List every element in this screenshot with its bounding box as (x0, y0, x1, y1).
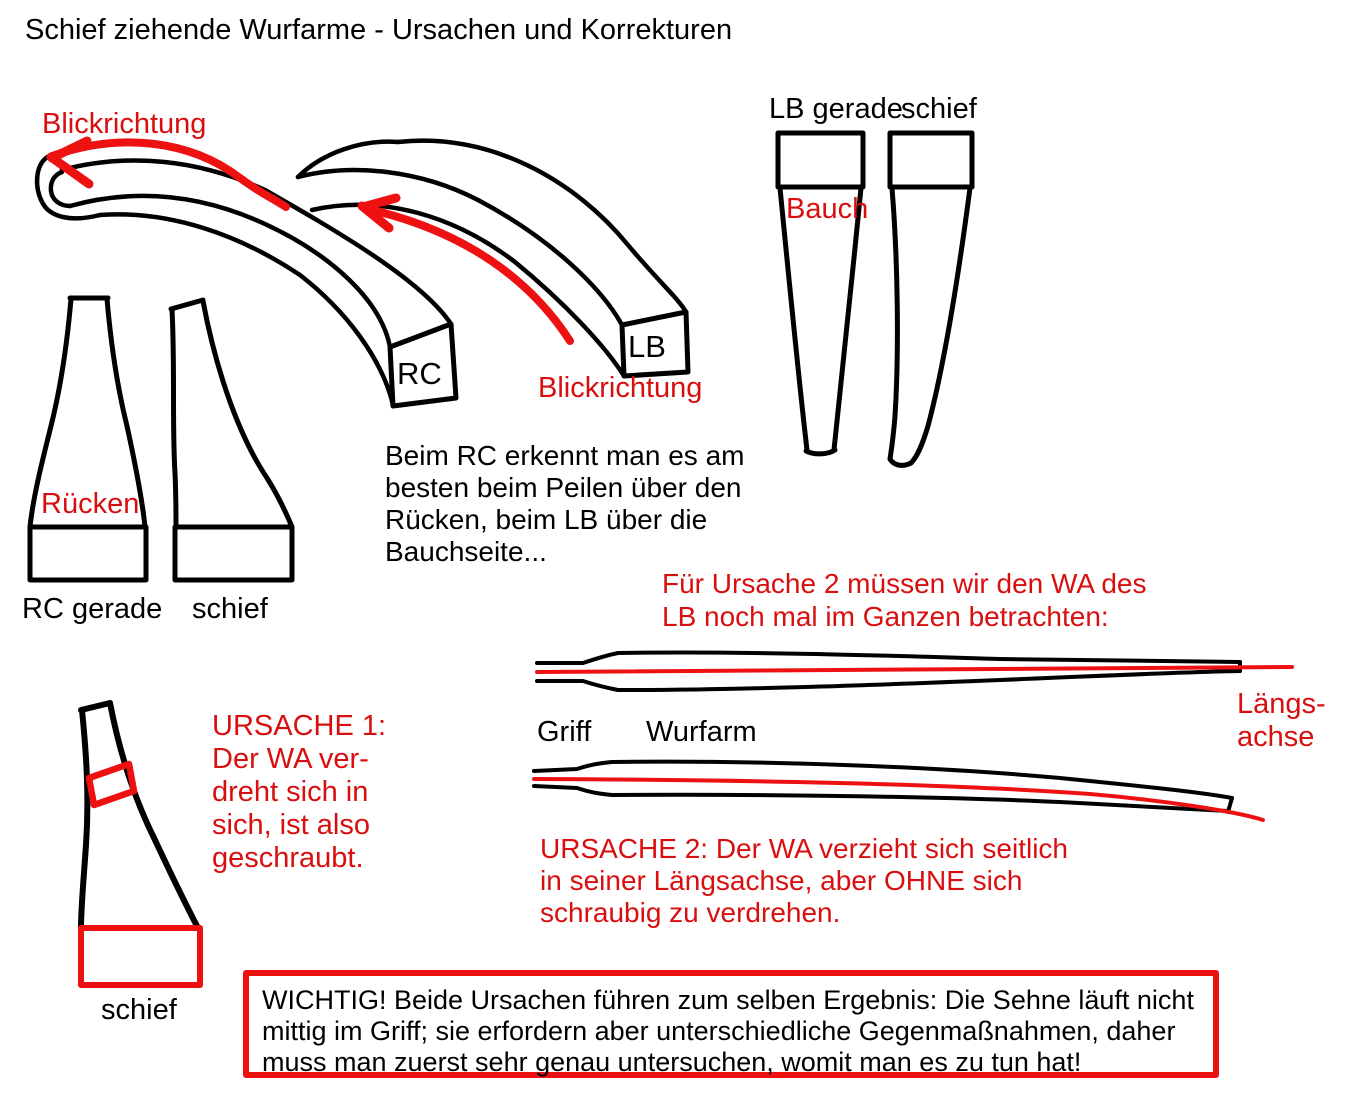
limb-tip (81, 703, 110, 710)
cause1-line: URSACHE 1: (212, 710, 387, 742)
rc-limb-mid-edge (70, 196, 390, 347)
cause1-line: Der WA ver- (212, 743, 369, 775)
twisted-limb-drawing (81, 703, 200, 985)
belly-label: Bauch (786, 193, 869, 225)
rc-straight-caption: RC gerade (22, 593, 163, 625)
limb-lower-outline (537, 671, 1240, 690)
rc-limb-bottom-edge (100, 214, 393, 405)
view-direction-label-right: Blickrichtung (538, 372, 703, 404)
rc-box-label: RC (397, 356, 442, 391)
rc-skewed-caption: schief (192, 593, 268, 625)
limb-left-side (172, 310, 176, 527)
limb-side-view-straight (537, 653, 1292, 690)
axis-label-line: Längs- (1237, 688, 1326, 720)
limb-left-side (780, 188, 807, 450)
rc-limb-tip-hook-inner (51, 172, 70, 206)
limb-right-side (911, 188, 970, 463)
back-label: Rücken (41, 488, 140, 520)
limb-base (778, 133, 863, 187)
cause1-line: dreht sich in (212, 776, 369, 808)
limb-tip (806, 450, 835, 454)
cause2-line: in seiner Längsachse, aber OHNE sich (540, 865, 1023, 896)
longitudinal-axis-line-bent (534, 779, 1263, 820)
limb-right-side (203, 301, 292, 527)
axis-label-line: achse (1237, 721, 1315, 753)
limb-tip (890, 459, 911, 465)
limb-upper-outline (537, 653, 1240, 663)
limb-left-side (890, 188, 897, 459)
rc-limb-perspective-drawing (37, 156, 456, 406)
explanation-line: besten beim Peilen über den (385, 472, 742, 503)
lb-front-view-straight (778, 133, 863, 454)
limb-side-view-bent (534, 762, 1263, 820)
cause1-line: geschraubt. (212, 842, 364, 874)
limb-right-side (834, 188, 861, 450)
rc-front-view-skewed (171, 300, 292, 580)
arrow-head (51, 157, 89, 184)
limb-tip (171, 300, 203, 309)
twist-marker (89, 764, 134, 805)
explanation-line: Bauchseite... (385, 536, 547, 567)
limb-base (890, 133, 972, 187)
lb-front-view-skewed (890, 133, 972, 465)
page-title: Schief ziehende Wurfarme - Ursachen und Korrekturen (25, 14, 733, 46)
cause2-line: schraubig zu verdrehen. (540, 897, 841, 928)
cause1-skewed-caption: schief (101, 994, 177, 1026)
rc-front-view-straight (30, 298, 146, 580)
cause2-intro-line: LB noch mal im Ganzen betrachten: (662, 601, 1109, 632)
important-note-line: mittig im Griff; sie erfordern aber unterschiedliche Gegenmaßnahmen, daher (262, 1016, 1176, 1046)
lb-skewed-caption: schief (901, 93, 977, 125)
limb-base (175, 527, 292, 580)
cause2-line: URSACHE 2: Der WA verzieht sich seitlich (540, 833, 1068, 864)
limb-left-side (81, 710, 87, 928)
grip-label: Griff (537, 716, 592, 748)
lb-straight-caption: LB gerade (769, 93, 903, 125)
limb-label: Wurfarm (646, 716, 757, 748)
important-note-line: WICHTIG! Beide Ursachen führen zum selben Ergebnis: Die Sehne läuft nicht (262, 985, 1194, 1015)
twisted-base-marker (81, 928, 200, 985)
view-direction-label-left: Blickrichtung (42, 108, 207, 140)
cause2-intro-line: Für Ursache 2 müssen wir den WA des (662, 568, 1147, 599)
explanation-line: Beim RC erkennt man es am (385, 440, 745, 471)
lb-box-label: LB (628, 329, 666, 364)
cause1-line: sich, ist also (212, 809, 370, 841)
limb-right-side (110, 703, 198, 928)
limb-base (30, 527, 146, 580)
explanation-line: Rücken, beim LB über die (385, 504, 708, 535)
important-note-line: muss man zuerst sehr genau untersuchen, womit man es zu tun hat! (262, 1047, 1082, 1077)
